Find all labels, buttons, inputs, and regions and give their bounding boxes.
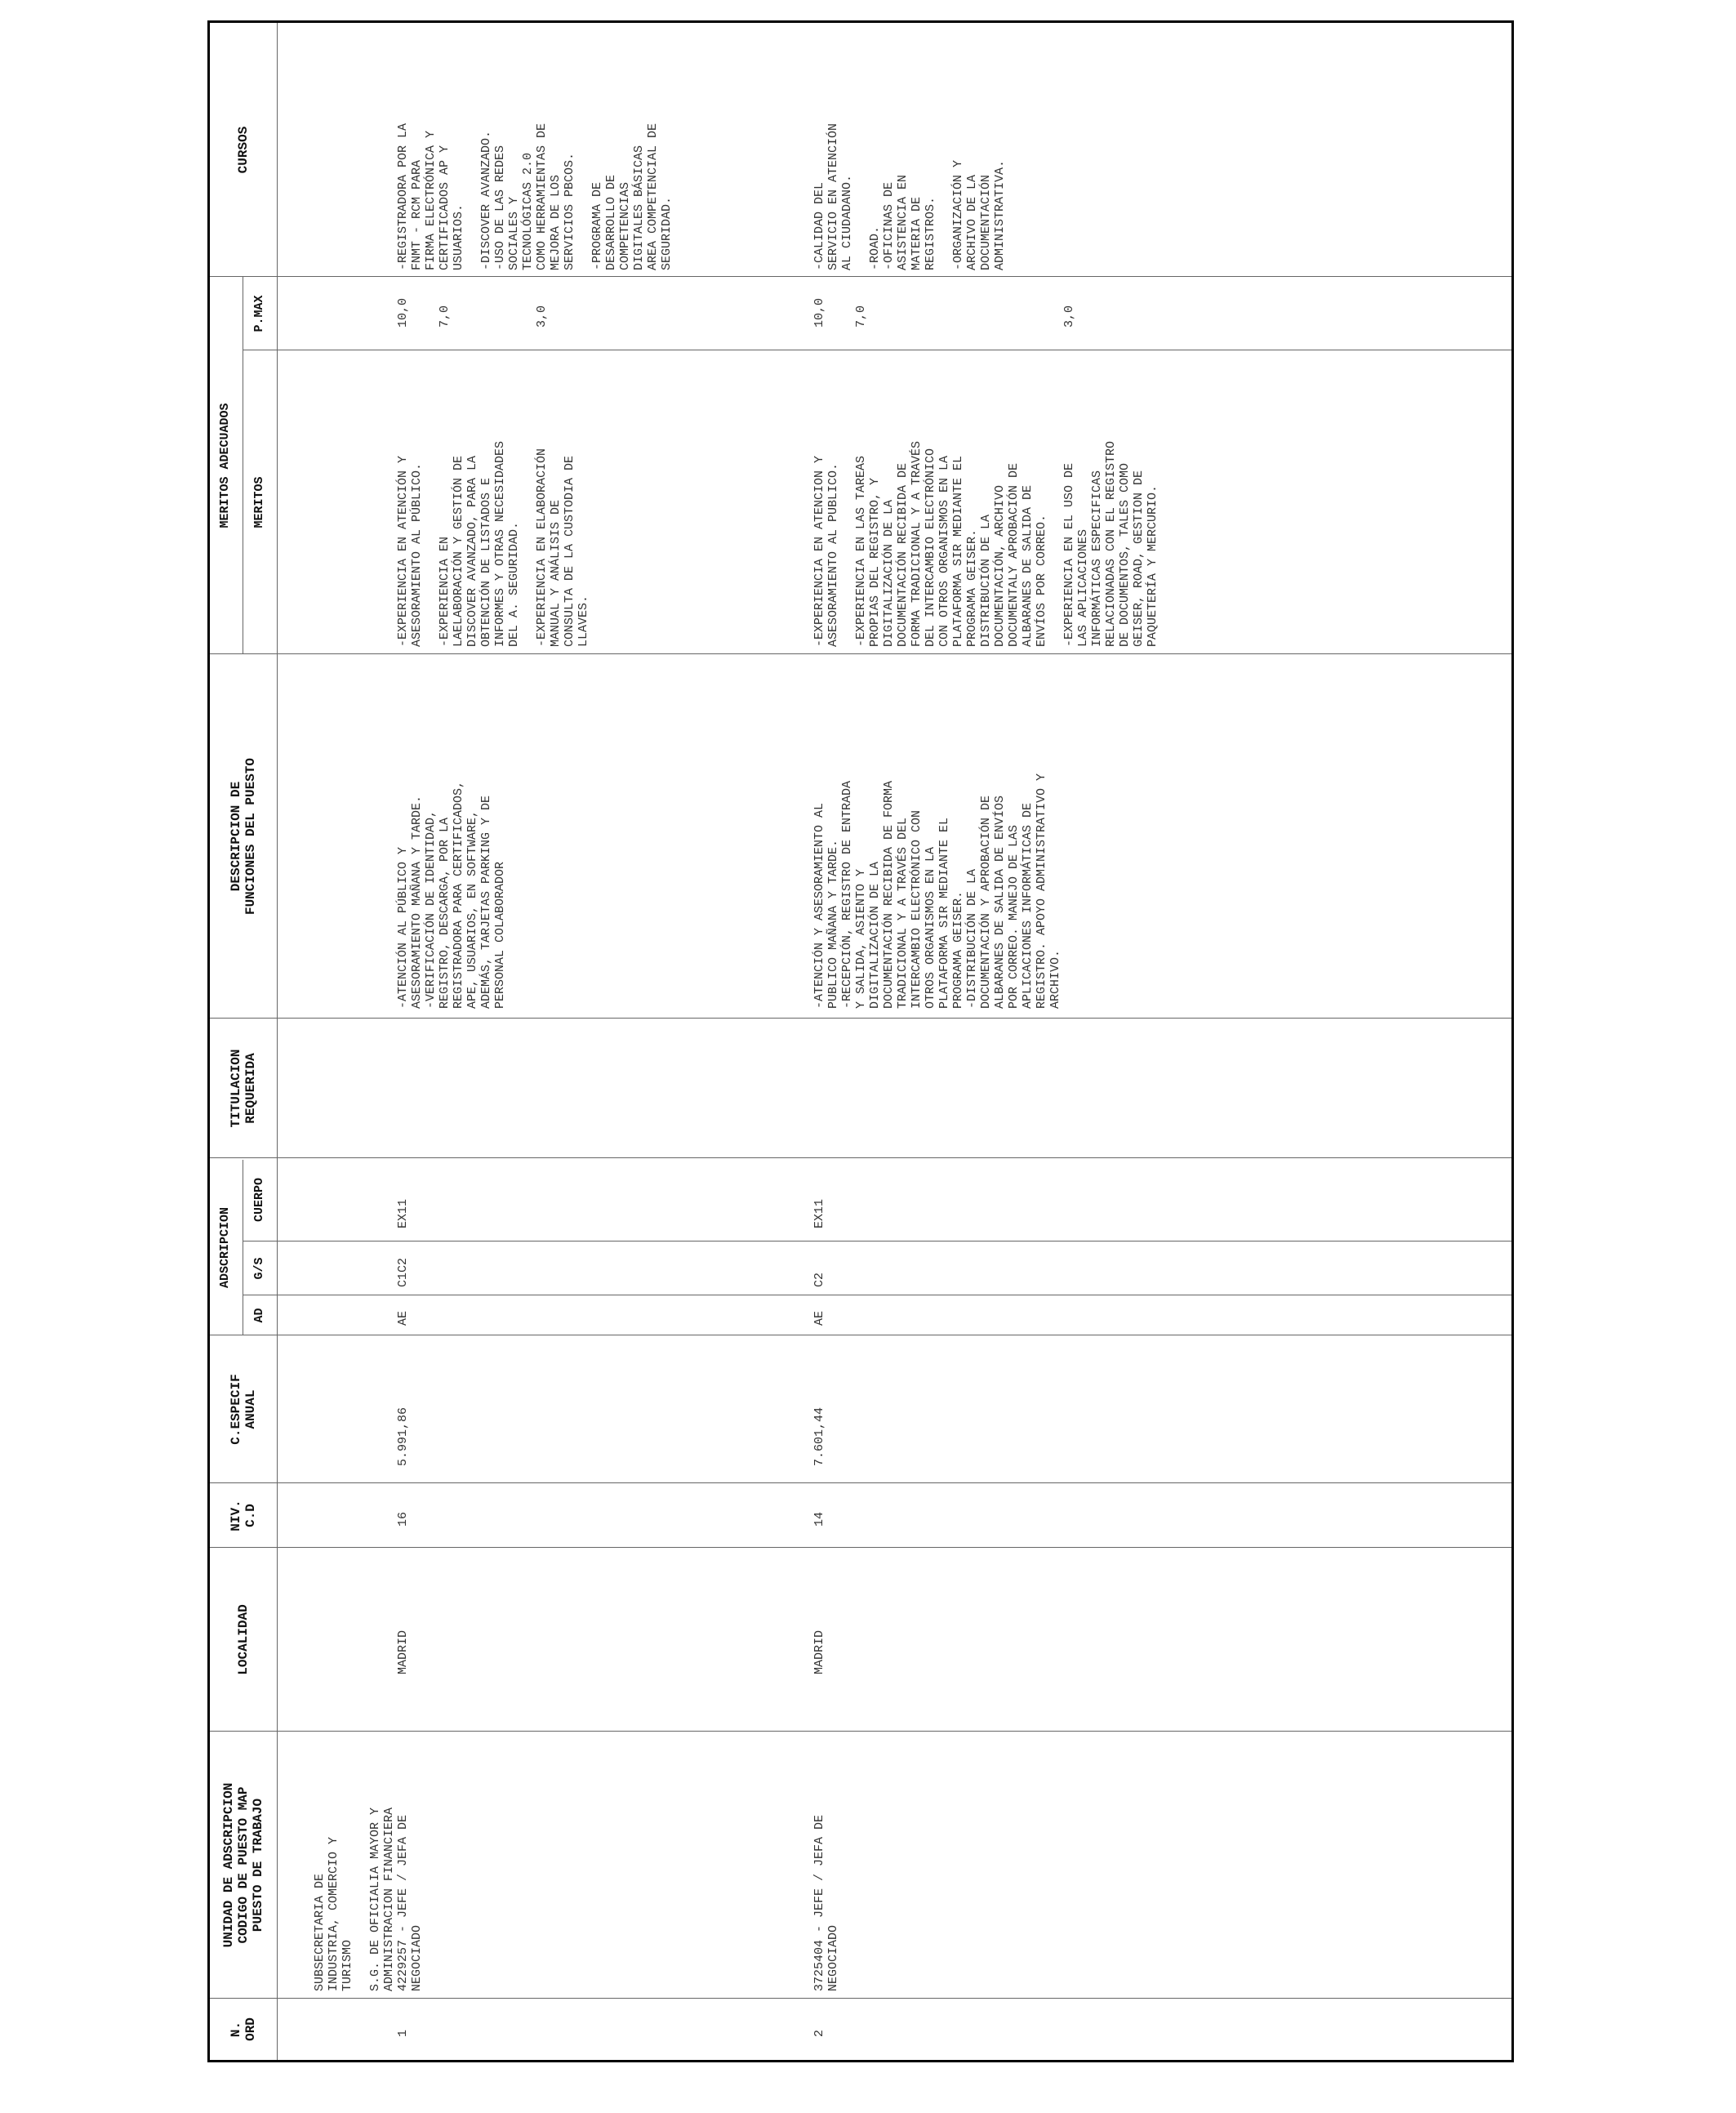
header-ad: AD bbox=[252, 1308, 266, 1323]
row-1-merito-2: -EXPERIENCIA EN LAELABORACIÓN Y GESTIÓN DE DISCOVER AVANZADO, PARA LA OBTENCIÓN DE LISTADOS E INFORMES Y OTRAS NECESIDADES DEL A. SEGURIDAD. bbox=[438, 440, 521, 647]
row-1-pmax-3: 3,0 bbox=[535, 305, 549, 328]
header-cursos: CURSOS bbox=[236, 126, 251, 174]
divider bbox=[210, 1547, 1511, 1548]
row-2-merito-2: -EXPERIENCIA EN LAS TAREAS PROPIAS DEL REGISTRO, Y DIGITALIZACIÓN DE LA DOCUMENTACIÓN RECIBIDA DE FORMA TRADICIONAL Y A TRAVÉS DEL INTERCAMBIO ELECTRÓNICO CON OTROS ORGANISMOS EN LA PLATAFORMA SIR MEDIANTE EL PROGRAMA GEISER. DISTRIBUCIÓN DE LA DOCUMENTACIÓN, ARCHIVO DOCUMENTALY APROBACIÓN DE ALBARANES DE SALIDA DE ENVÍOS POR CORREO. bbox=[854, 440, 1048, 647]
row-1-ad: AE bbox=[396, 1310, 410, 1326]
row-2-gs: C2 bbox=[812, 1272, 826, 1287]
row-1-c-especif: 5.991,86 bbox=[396, 1406, 410, 1466]
divider bbox=[210, 1018, 1511, 1019]
row-1-nivel: 16 bbox=[396, 1511, 410, 1527]
row-1-merito-3: -EXPERIENCIA EN ELABORACIÓN MANUAL Y ANÁLISIS DE CONSULTA DE LA CUSTODIA DE LLAVES. bbox=[535, 448, 590, 647]
row-2-curso-1: -CALIDAD DEL SERVICIO EN ATENCIÓN AL CIUDADANO. bbox=[812, 123, 854, 270]
row-1-localidad: MADRID bbox=[396, 1629, 410, 1674]
row-1-gs: C1C2 bbox=[396, 1257, 410, 1287]
divider bbox=[210, 1998, 1511, 1999]
unit-line: INDUSTRIA, COMERCIO Y bbox=[327, 1836, 341, 1991]
header-nivel: NIV. C.D bbox=[229, 1500, 258, 1531]
header-meritos-adecuados: MERITOS ADECUADOS bbox=[218, 403, 232, 528]
header-divider bbox=[277, 23, 278, 2060]
row-1-puesto: 4229257 - JEFE / JEFA DE NEGOCIADO bbox=[396, 1814, 424, 1991]
row-2-curso-2: -ROAD. -OFICINAS DE ASISTENCIA EN MATERIA DE REGISTROS. bbox=[868, 174, 937, 270]
header-n-ord: N. ORD bbox=[229, 2017, 258, 2041]
row-1-pmax-1: 10,0 bbox=[396, 297, 410, 328]
row-2-descripcion: -ATENCIÓN Y ASESORAMIENTO AL PUBLICO MAÑANA Y TARDE. -RECEPCIÓN, REGISTRO DE ENTRADA Y SALIDA, ASIENTO Y DIGITALIZACIÓN DE LA DOCUMENTACIÓN RECIBIDA DE FORMA TRADICIONAL Y A TRAVÉS DEL INTERCAMBIO ELECTRÓNICO CON OTROS ORGANISMOS EN LA PLATAFORMA SIR MEDIANTE EL PROGRAMA GEISER. -DISTRIBUCIÓN DE LA DOCUMENTACIÓN Y APROBACIÓN DE ALBARANES DE SALIDA DE ENVÍOS POR CORREO. MANEJO DE LAS APLICACIONES INFORMÁTICAS DE REGISTRO. APOYO ADMINISTRATIVO Y ARCHIVO. bbox=[812, 773, 1062, 1009]
header-localidad: LOCALIDAD bbox=[236, 1604, 251, 1675]
row-2-merito-3: -EXPERIENCIA EN EL USO DE LAS APLICACIONES INFORMÁTICAS ESPECIFICAS RELACIONADAS CON EL REGISTRO DE DOCUMENTOS, TALES COMO GEISER, ROAD, GESTION DE PAQUETERÍA Y MERCURIO. bbox=[1062, 440, 1160, 647]
divider bbox=[210, 653, 1511, 654]
row-1-merito-1: -EXPERIENCIA EN ATENCIÓN Y ASESORAMIENTO AL PÚBLICO. bbox=[396, 455, 424, 647]
row-2-pmax-1: 10,0 bbox=[812, 297, 826, 328]
unit-line: TURISMO bbox=[341, 1939, 354, 1991]
row-2-n: 2 bbox=[812, 2029, 826, 2037]
header-pmax: P.MAX bbox=[252, 295, 266, 332]
row-2-cuerpo: EX11 bbox=[812, 1198, 826, 1228]
row-1-n: 1 bbox=[396, 2029, 410, 2037]
row-2-c-especif: 7.601,44 bbox=[812, 1406, 826, 1466]
divider bbox=[210, 1482, 1511, 1483]
header-c-especif: C.ESPECIF ANUAL bbox=[229, 1374, 258, 1445]
row-2-ad: AE bbox=[812, 1310, 826, 1326]
header-cuerpo: CUERPO bbox=[252, 1178, 266, 1223]
rotated-table bbox=[210, 23, 1511, 2060]
unit-line: SUBSECRETARIA DE bbox=[313, 1873, 327, 1991]
row-2-curso-3: -ORGANIZACIÓN Y ARCHIVO DE LA DOCUMENTACIÓN ADMINISTRATIVA. bbox=[951, 159, 1007, 270]
row-1-cuerpo: EX11 bbox=[396, 1198, 410, 1228]
header-gs: G/S bbox=[252, 1257, 266, 1280]
row-2-nivel: 14 bbox=[812, 1511, 826, 1527]
header-adscripcion: ADSCRIPCION bbox=[218, 1206, 232, 1289]
divider bbox=[210, 1731, 1511, 1732]
divider bbox=[210, 1157, 1511, 1158]
header-meritos: MERITOS bbox=[252, 476, 266, 528]
row-1-pmax-2: 7,0 bbox=[438, 305, 452, 328]
row-1-curso-2: -DISCOVER AVANZADO. -USO DE LAS REDES SOCIALES Y TECNOLÓGICAS 2.0 COMO HERRAMIENTAS DE MEJORA DE LOS SERVICIOS PBCOS. bbox=[479, 123, 576, 270]
row-1-descripcion: -ATENCIÓN AL PÚBLICO Y ASESORAMIENTO MAÑANA Y TARDE. -VERIFICACIÓN DE IDENTIDAD, REGISTRO, DESCARGA, POR LA REGISTRADORA PARA CERTIFICADOS, APE, USUARIOS, EN SOFTWARE, ADEMÁS, TARJETAS PARKING Y DE PERSONAL COLABORADOR bbox=[396, 780, 507, 1009]
row-1-curso-1: -REGISTRADORA POR LA FNMT - RCM PARA FIRMA ELECTRÓNICA Y CERTIFICADOS AP Y USUARIOS. bbox=[396, 123, 465, 270]
row-2-pmax-2: 7,0 bbox=[854, 305, 868, 328]
unit-line: ADMINISTRACION FINANCIERA bbox=[382, 1807, 396, 1991]
header-titulacion: TITULACION REQUERIDA bbox=[229, 1049, 258, 1128]
row-2-localidad: MADRID bbox=[812, 1629, 826, 1674]
row-2-puesto: 3725404 - JEFE / JEFA DE NEGOCIADO bbox=[812, 1814, 840, 1991]
divider bbox=[210, 276, 1511, 277]
header-descripcion: DESCRIPCION DE FUNCIONES DEL PUESTO bbox=[229, 757, 258, 916]
unit-line: S.G. DE OFICIALIA MAYOR Y bbox=[368, 1807, 382, 1991]
row-2-pmax-3: 3,0 bbox=[1062, 305, 1076, 328]
header-unidad: UNIDAD DE ADSCRIPCION CODIGO DE PUESTO MAP PUESTO DE TRABAJO bbox=[221, 1782, 265, 1948]
document-page bbox=[207, 20, 1514, 2062]
row-1-curso-3: -PROGRAMA DE DESARROLLO DE COMPETENCIAS DIGITALES BÁSICAS AREA COMPETENCIAL DE SEGURIDAD. bbox=[590, 123, 674, 270]
row-2-merito-1: -EXPERIENCIA EN ATENCION Y ASESORAMIENTO AL PUBLICO. bbox=[812, 455, 840, 647]
